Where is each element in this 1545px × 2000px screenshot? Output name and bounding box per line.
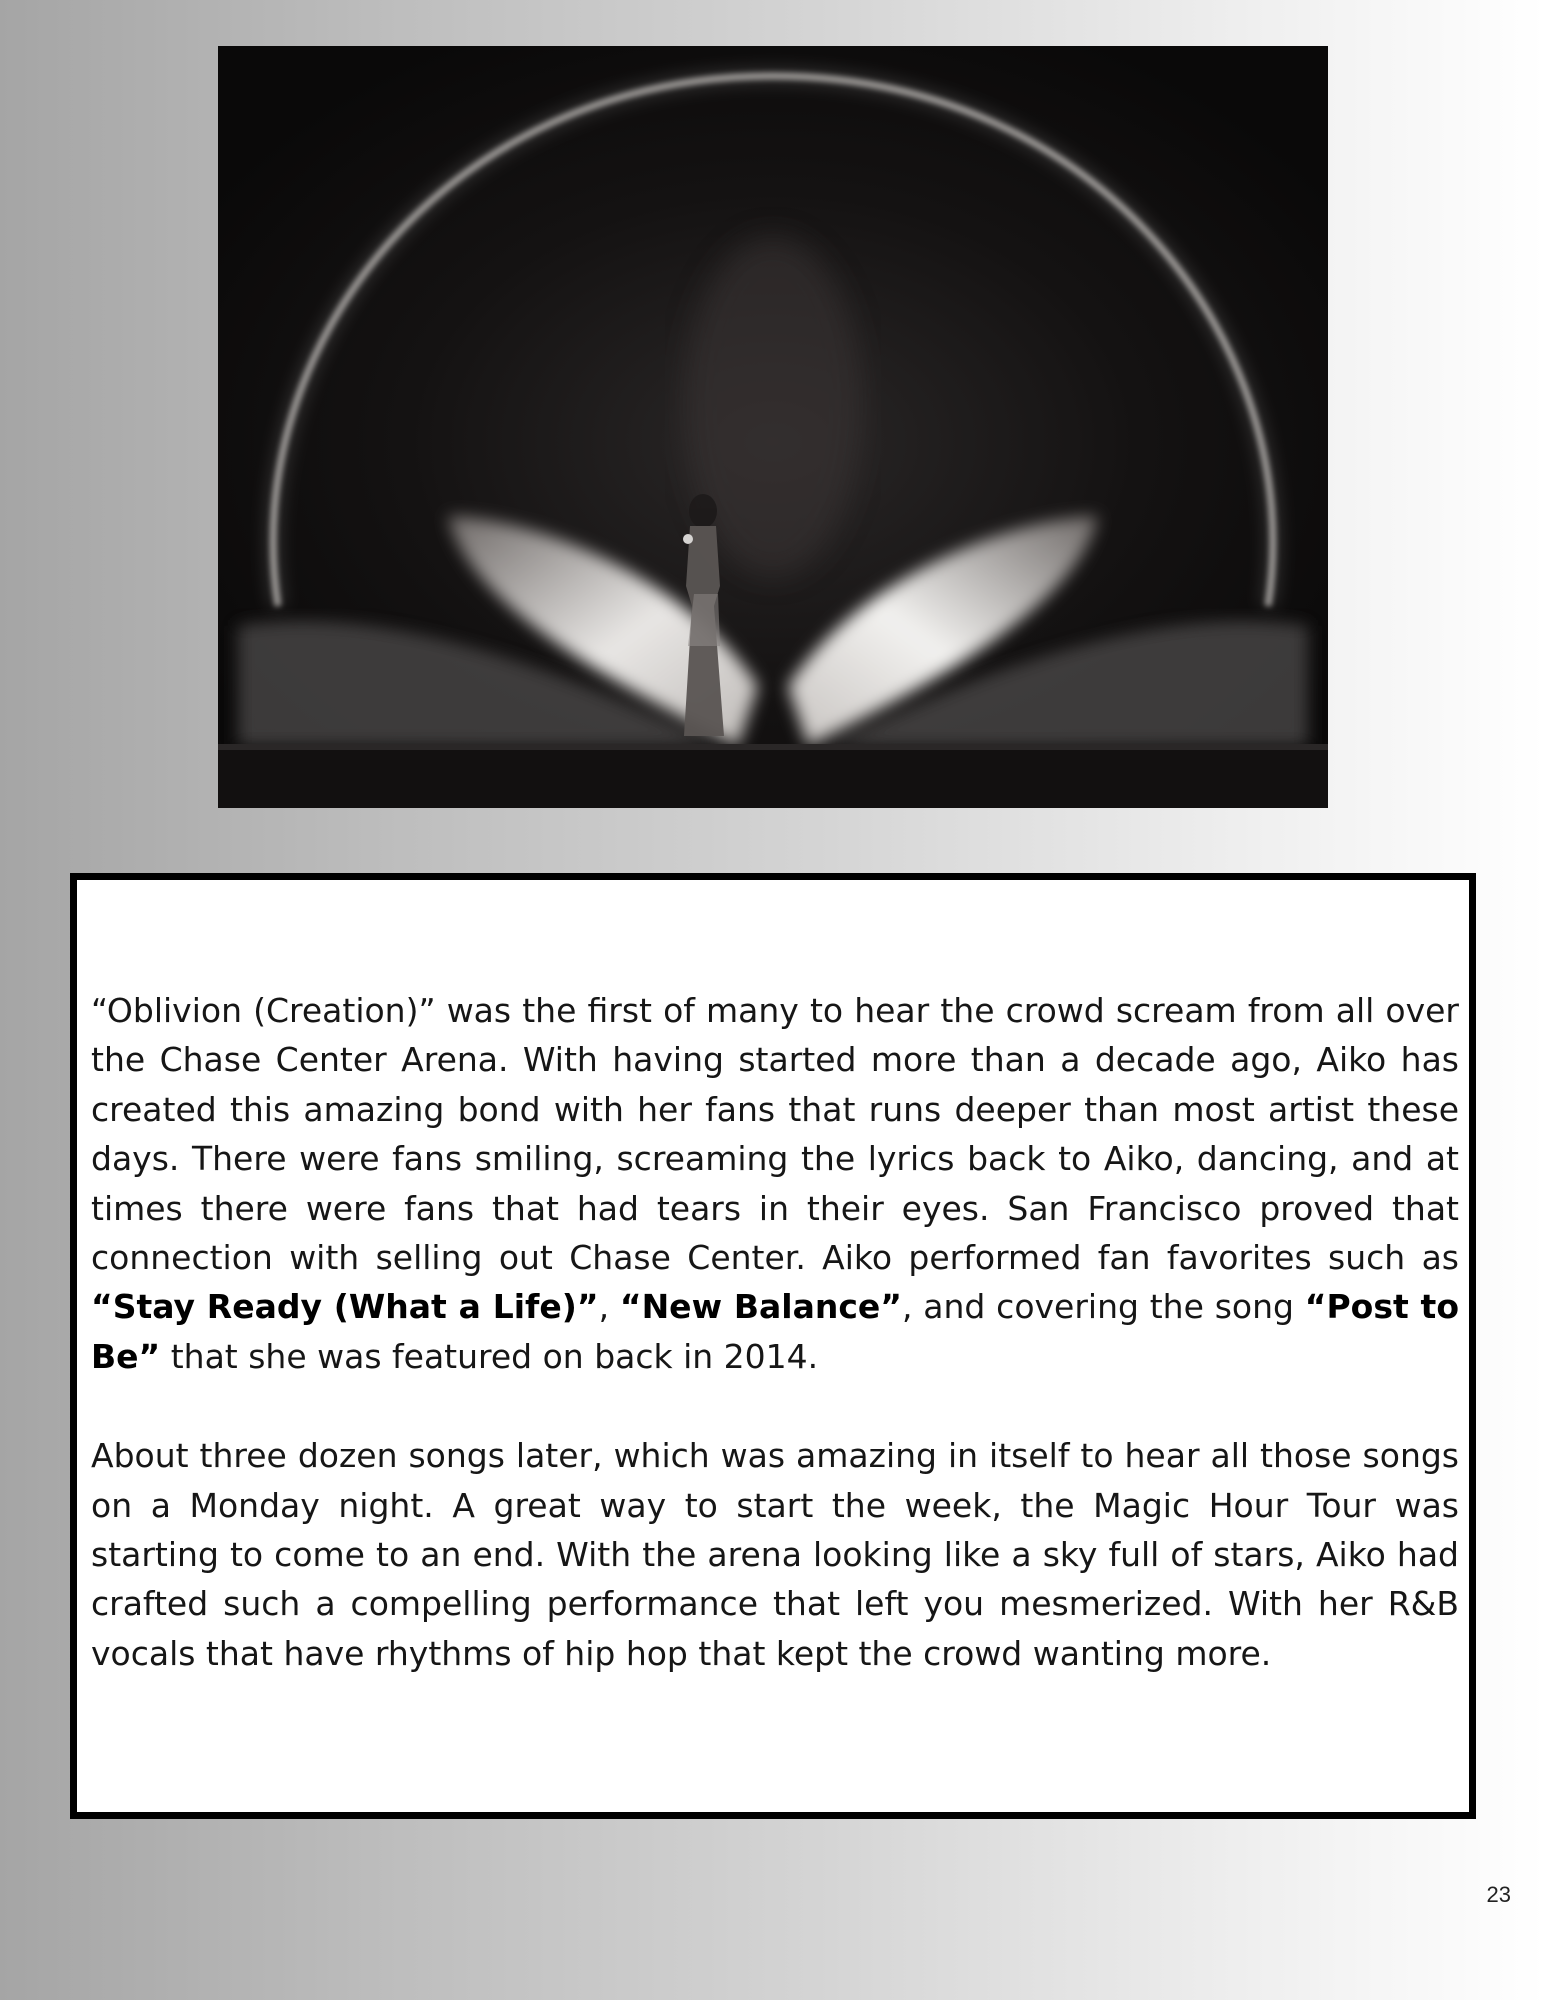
separator: ,: [598, 1287, 620, 1327]
separator: , and covering the song: [901, 1287, 1305, 1327]
song-title-post-to-be: “Post to Be”: [91, 1287, 1459, 1376]
concert-photo: [218, 46, 1328, 808]
song-title-stay-ready: “Stay Ready (What a Life)”: [91, 1287, 599, 1327]
page-number: 23: [1486, 1882, 1511, 1907]
paragraph-1-text: “Oblivion (Creation)” was the first of many to hear the crowd scream from all over the Chase Center Arena. With having started more than a decade ago, Aiko has created this amazing bond with her fans that runs deeper than most artist these days. There were fans smiling, screaming the lyrics back to Aiko, dancing, and at times there were fans that had tears in their eyes. San Francisco proved that connection with selling out Chase Center. Aiko performed fan favorites such as: [91, 991, 1459, 1278]
article-paragraph-2: About three dozen songs later, which was amazing in itself to hear all those songs on a Monday night. A great way to start the week, the Magic Hour Tour was starting to come to an end. With the arena looking like a sky full of stars, Aiko had crafted such a compelling performance that left you mesmerized. With her R&B vocals that have rhythms of hip hop that kept the crowd wanting more.: [91, 1436, 1459, 1673]
song-title-new-balance: “New Balance”: [619, 1287, 902, 1327]
article-text-box: [70, 873, 1476, 1819]
paragraph-1-ending: that she was featured on back in 2014.: [160, 1336, 819, 1376]
article-paragraph-1: [91, 986, 1459, 1381]
